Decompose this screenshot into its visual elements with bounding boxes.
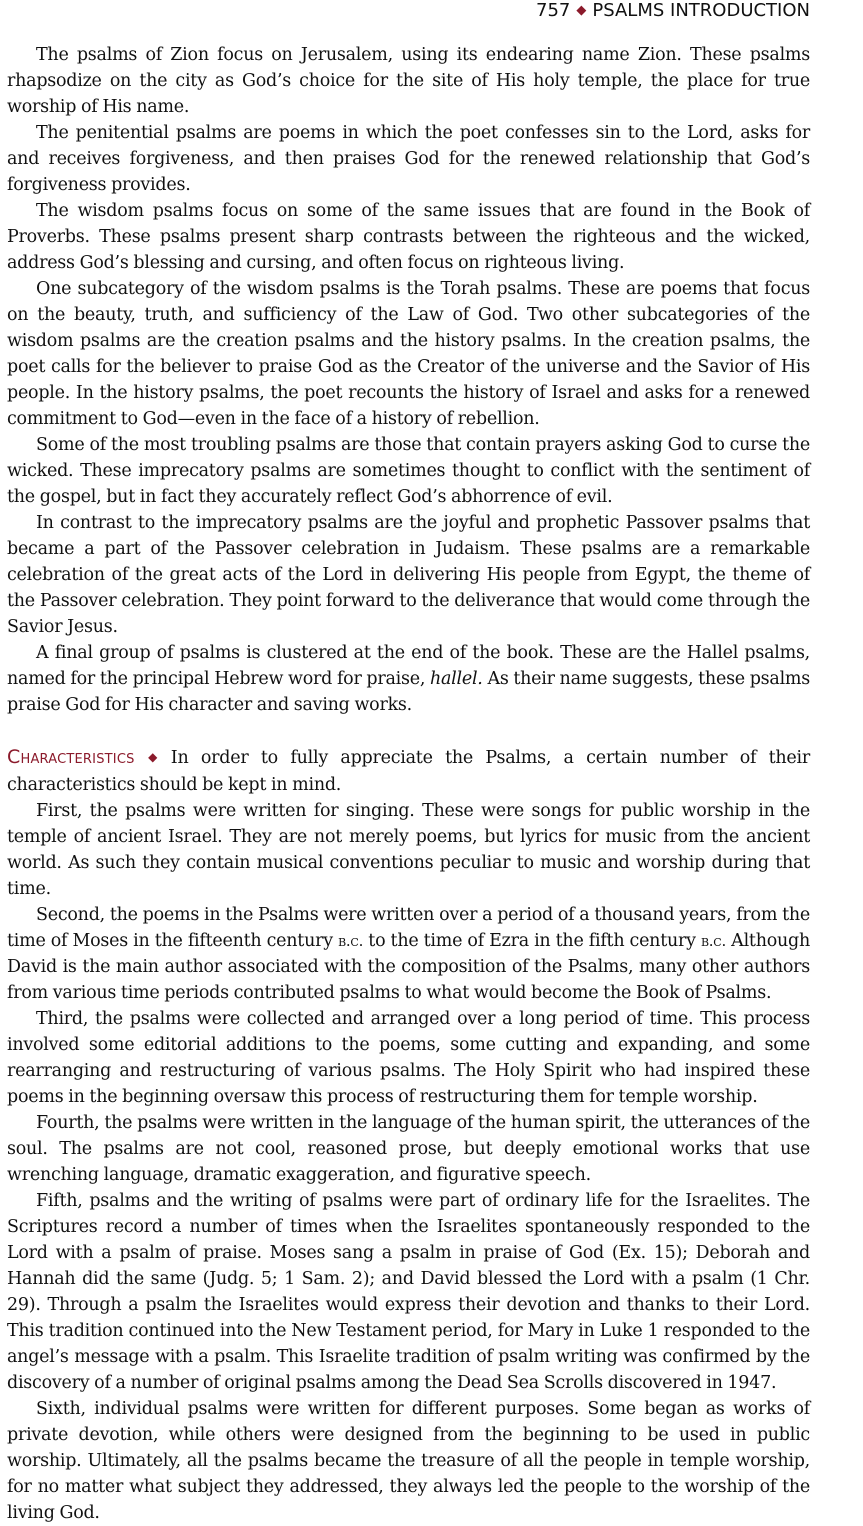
hallel-text-1: A final group of psalms is clustered at the end of the book. These are the Hallel psalms, named for the principal Hebrew word for praise, [7, 643, 810, 689]
characteristics-intro [7, 744, 810, 798]
page-number: 757 [536, 0, 571, 21]
paragraph-hallel [7, 640, 810, 718]
paragraph-first: First, the psalms were written for singing. These were songs for public worship in the temple of ancient Israel. They are not merely poems, but lyrics for music from the ancient world. As such they contain musical conventions peculiar to music and worship during that time. [7, 801, 810, 899]
section-spacer [7, 718, 810, 744]
paragraph-fifth: Fifth, psalms and the writing of psalms were part of ordinary life for the Israelites. The Scriptures record a number of times when the Israelites spontaneously responded to the Lord with a psalm of praise. Moses sang a psalm in praise of God (Ex. 15); Deborah and Hannah did the same (Judg. 5; 1 Sam. 2); and David blessed the Lord with a psalm (1 Chr. 29). Through a psalm the Israelites would express their devotion and thanks to their Lord. This tradition continued into the New Testament period, for Mary in Luke 1 responded to the angel’s message with a psalm. This Israelite tradition of psalm writing was confirmed by the discovery of a number of original psalms among the Dead Sea Scrolls discovered in 1947. [7, 1191, 810, 1393]
paragraph-penitential: The penitential psalms are poems in which the poet confesses sin to the Lord, asks for and receives forgiveness, and then praises God for the renewed relationship that God’s forgiveness provides. [7, 123, 810, 195]
second-text-1: Second, the poems in the Psalms were written over a period of a thousand years, from the time of Moses in the fifteenth century [7, 905, 810, 951]
paragraph-imprecatory: Some of the most troubling psalms are those that contain prayers asking God to curse the wicked. These imprecatory psalms are sometimes thought to conflict with the sentiment of the gospel, but in fact they accurately reflect God’s abhorrence of evil. [7, 435, 810, 507]
diamond-icon: ◆ [576, 3, 587, 18]
section-heading: Characteristics [7, 746, 135, 768]
paragraph-zion: The psalms of Zion focus on Jerusalem, using its endearing name Zion. These psalms rhapsodize on the city as God’s choice for the site of His holy temple, the place for true worship of His name. [7, 45, 810, 117]
paragraph-fourth: Fourth, the psalms were written in the language of the human spirit, the utterances of the soul. The psalms are not cool, reasoned prose, but deeply emotional works that use wrenching language, dramatic exaggeration, and figurative speech. [7, 1113, 810, 1185]
paragraph-sixth: Sixth, individual psalms were written for different purposes. Some began as works of private devotion, while others were designed from the beginning to be used in public worship. Ultimately, all the psalms became the treasure of all the people in temple worship, for no matter what subject they addressed, they always led the people to the worship of the living God. [7, 1399, 810, 1523]
running-title: PSALMS INTRODUCTION [592, 0, 810, 21]
second-text-3: Although David is the main author associated with the composition of the Psalms, many other authors from various time periods contributed psalms to what would become the Book of Psalms. [7, 931, 811, 1003]
paragraph-second [7, 902, 810, 1006]
era-abbrev: b.c. [700, 932, 726, 950]
era-abbrev: b.c. [338, 932, 364, 950]
second-text-2: to the time of Ezra in the fifth century [363, 931, 701, 951]
heading-diamond-icon: ◆ [140, 750, 165, 764]
hallel-text-2: As their name suggests, these psalms praise God for His character and saving works. [7, 669, 811, 715]
paragraph-passover: In contrast to the imprecatory psalms are the joyful and prophetic Passover psalms that became a part of the Passover celebration in Judaism. These psalms are a remarkable celebration of the great acts of the Lord in delivering His people from Egypt, the theme of the Passover celebration. They point forward to the deliverance that would come through the Savior Jesus. [7, 513, 810, 637]
paragraph-wisdom: The wisdom psalms focus on some of the same issues that are found in the Book of Proverbs. These psalms present sharp contrasts between the righteous and the wicked, address God’s blessing and cursing, and often focus on righteous living. [7, 201, 810, 273]
paragraph-third: Third, the psalms were collected and arranged over a long period of time. This process involved some editorial additions to the poems, some cutting and expanding, and some rearranging and restructuring of various psalms. The Holy Spirit who had inspired these poems in the beginning oversaw this process of restructuring them for temple worship. [7, 1009, 810, 1107]
body-text [7, 42, 810, 1526]
hallel-word: hallel. [429, 669, 483, 689]
running-header [536, 0, 810, 24]
characteristics-lead: In order to fully appreciate the Psalms, a certain number of their characteristics should be kept in mind. [7, 748, 810, 795]
paragraph-torah: One subcategory of the wisdom psalms is the Torah psalms. These are poems that focus on the beauty, truth, and sufficiency of the Law of God. Two other subcategories of the wisdom psalms are the creation psalms and the history psalms. In the creation psalms, the poet calls for the believer to praise God as the Creator of the universe and the Savior of His people. In the history psalms, the poet recounts the history of Israel and asks for a renewed commitment to God—even in the face of a history of rebellion. [7, 279, 810, 429]
